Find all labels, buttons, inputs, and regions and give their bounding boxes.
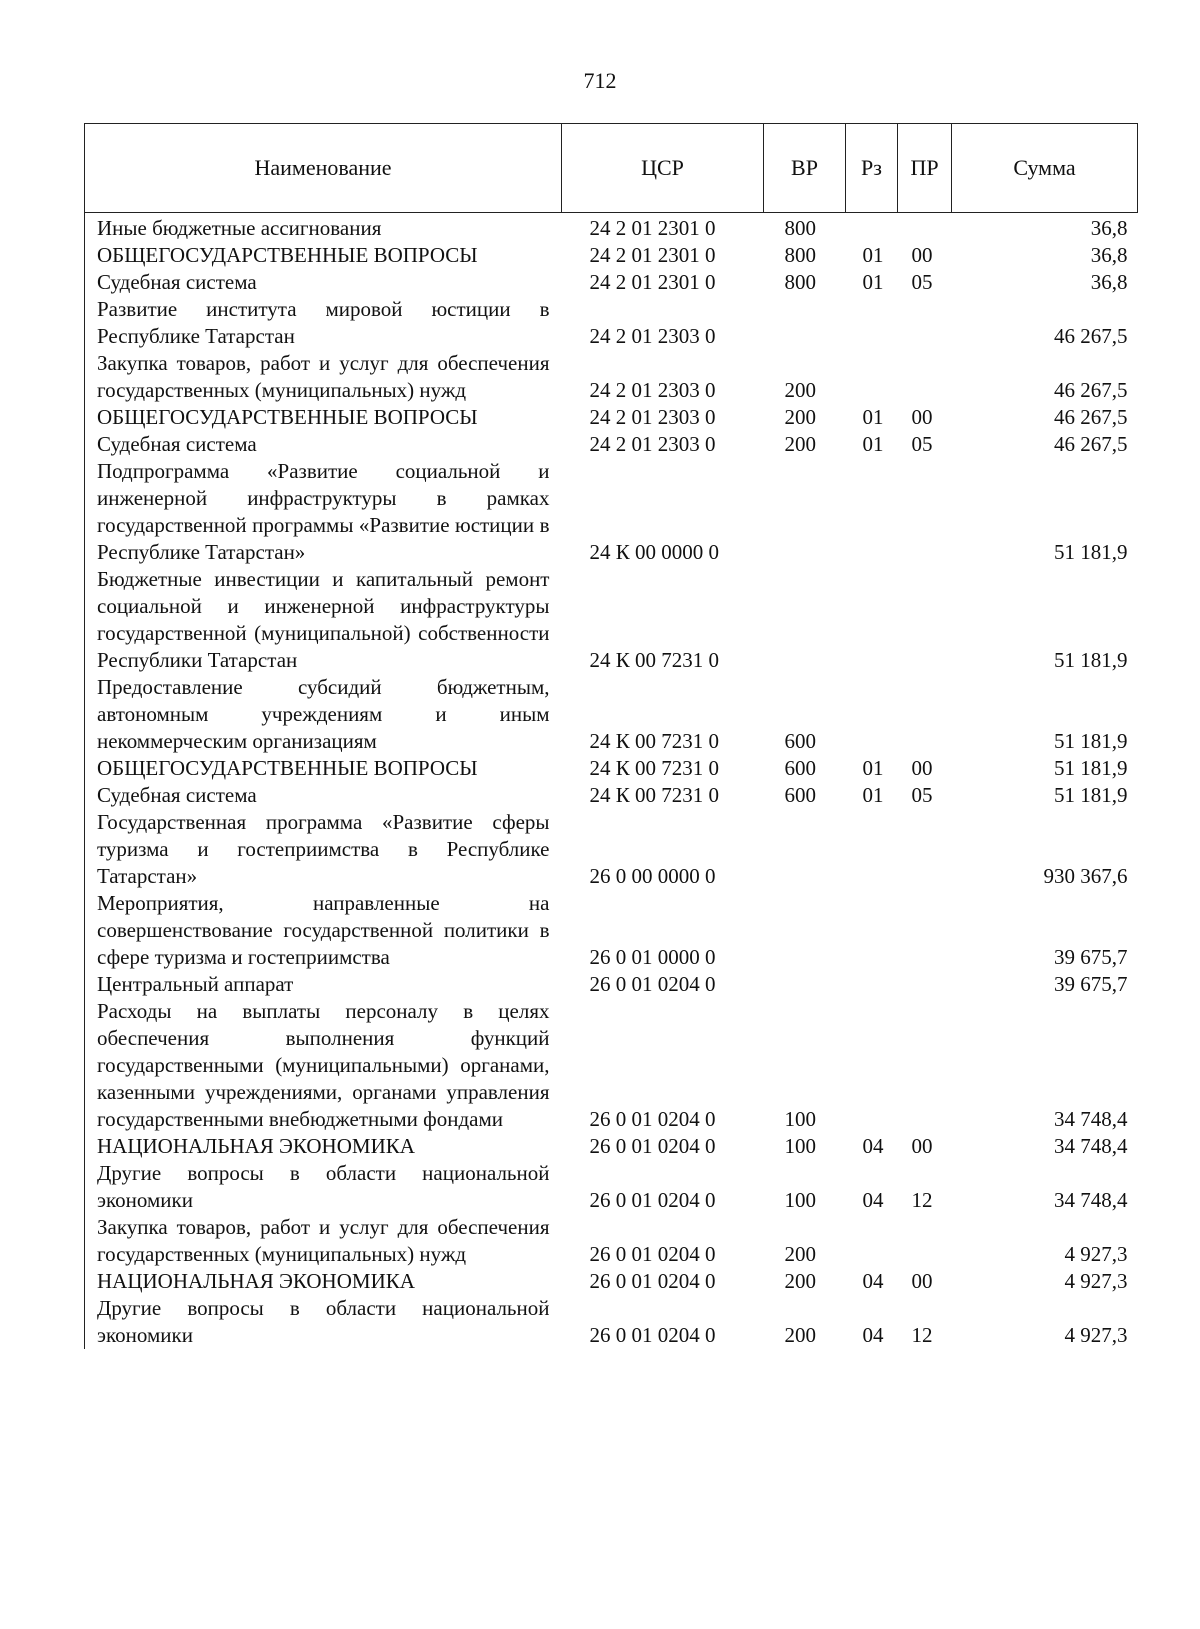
cell-sum: 39 675,7 [1054,972,1128,996]
cell-vr [764,566,846,674]
header-name: Наименование [85,124,562,213]
table-row [85,296,1138,350]
cell-csr: 24 2 01 2301 0 [589,270,716,294]
cell-vr: 800 [784,270,816,294]
cell-name: Судебная система [85,269,562,296]
cell-csr: 24 2 01 2303 0 [589,405,716,429]
cell-rz: 01 [862,432,884,456]
budget-table [84,123,1138,1349]
table-row [85,458,1138,566]
cell-csr: 26 0 01 0204 0 [589,1134,716,1158]
cell-sum: 46 267,5 [1054,405,1128,429]
cell-pr [898,809,952,890]
cell-sum: 39 675,7 [1054,945,1128,969]
cell-pr [898,296,952,350]
cell-rz [846,998,898,1133]
cell-vr: 200 [784,378,816,402]
table-row [85,1295,1138,1349]
cell-pr: 05 [911,783,933,807]
cell-name: Подпрограмма «Развитие социальной и инженерной инфраструктуры в рамках государственной программы «Развитие юстиции в Республике Татарстан» [85,458,562,566]
table-row [85,242,1138,269]
cell-sum: 34 748,4 [1054,1107,1128,1131]
cell-sum: 34 748,4 [1054,1188,1128,1212]
cell-pr: 00 [911,1269,933,1293]
cell-name: ОБЩЕГОСУДАРСТВЕННЫЕ ВОПРОСЫ [85,404,562,431]
cell-vr [764,890,846,971]
cell-vr: 200 [784,432,816,456]
cell-sum: 36,8 [1090,216,1128,240]
cell-sum: 930 367,6 [1043,864,1128,888]
cell-name: ОБЩЕГОСУДАРСТВЕННЫЕ ВОПРОСЫ [85,242,562,269]
cell-name: НАЦИОНАЛЬНАЯ ЭКОНОМИКА [85,1268,562,1295]
cell-name: Закупка товаров, работ и услуг для обеспечения государственных (муниципальных) нужд [85,350,562,404]
cell-vr: 100 [784,1107,816,1131]
table-row [85,1160,1138,1214]
cell-pr [898,1214,952,1268]
cell-vr [764,809,846,890]
cell-vr: 100 [784,1188,816,1212]
cell-pr [898,458,952,566]
cell-sum: 51 181,9 [1054,540,1128,564]
cell-vr: 600 [784,783,816,807]
cell-name: Закупка товаров, работ и услуг для обеспечения государственных (муниципальных) нужд [85,1214,562,1268]
cell-rz [846,566,898,674]
cell-rz [846,213,898,243]
cell-rz [846,350,898,404]
cell-vr: 200 [784,1323,816,1347]
cell-sum: 46 267,5 [1054,378,1128,402]
cell-vr: 200 [784,405,816,429]
cell-sum: 51 181,9 [1054,756,1128,780]
table-header-row [85,124,1138,213]
cell-csr: 24 2 01 2301 0 [589,243,716,267]
cell-csr: 24 К 00 7231 0 [589,783,720,807]
cell-vr: 600 [784,756,816,780]
cell-pr [898,890,952,971]
budget-table-container [84,123,1137,1349]
cell-name: Иные бюджетные ассигнования [85,213,562,243]
cell-sum: 51 181,9 [1054,648,1128,672]
table-row [85,782,1138,809]
cell-vr: 200 [784,1269,816,1293]
header-rz: Рз [846,124,898,213]
page-number: 712 [583,68,617,93]
cell-sum: 51 181,9 [1054,729,1128,753]
cell-vr: 100 [784,1134,816,1158]
cell-pr: 12 [911,1188,933,1212]
table-row [85,971,1138,998]
cell-name: Государственная программа «Развитие сферы туризма и гостеприимства в Республике Татарстан» [85,809,562,890]
table-row [85,404,1138,431]
cell-pr: 00 [911,756,933,780]
cell-name: Расходы на выплаты персоналу в целях обеспечения выполнения функций государственными (муниципальными) органами, казенными учреждениями, органами управления государственными внебюджетными фондами [85,998,562,1133]
cell-vr [764,971,846,998]
cell-csr: 26 0 01 0204 0 [589,1269,716,1293]
cell-sum: 4 927,3 [1064,1323,1128,1347]
cell-rz [846,890,898,971]
cell-csr: 24 К 00 0000 0 [589,540,720,564]
header-sum: Сумма [952,124,1138,213]
cell-csr: 24 2 01 2303 0 [589,432,716,456]
header-pr: ПР [898,124,952,213]
cell-pr [898,350,952,404]
cell-pr [898,998,952,1133]
cell-sum: 46 267,5 [1054,432,1128,456]
cell-vr: 600 [784,729,816,753]
cell-sum: 51 181,9 [1054,783,1128,807]
cell-vr [764,458,846,566]
table-row [85,755,1138,782]
cell-rz: 01 [862,405,884,429]
cell-sum: 4 927,3 [1064,1242,1128,1266]
cell-rz: 01 [862,243,884,267]
cell-pr: 00 [911,405,933,429]
cell-name: Другие вопросы в области национальной экономики [85,1295,562,1349]
cell-sum: 4 927,3 [1064,1269,1128,1293]
table-row [85,674,1138,755]
cell-vr: 200 [784,1242,816,1266]
table-row [85,1133,1138,1160]
cell-csr: 24 К 00 7231 0 [589,729,720,753]
cell-pr [898,213,952,243]
cell-csr: 26 0 01 0204 0 [589,1107,716,1131]
header-vr: ВР [764,124,846,213]
cell-rz: 01 [862,270,884,294]
cell-csr: 26 0 01 0204 0 [589,1188,716,1212]
table-row [85,1268,1138,1295]
cell-csr: 26 0 00 0000 0 [589,864,716,888]
cell-rz: 01 [862,756,884,780]
cell-sum: 46 267,5 [1054,324,1128,348]
table-row [85,566,1138,674]
cell-rz [846,809,898,890]
cell-pr [898,566,952,674]
cell-name: Развитие института мировой юстиции в Республике Татарстан [85,296,562,350]
cell-name: Центральный аппарат [85,971,562,998]
cell-rz [846,971,898,998]
cell-rz: 04 [862,1269,884,1293]
cell-rz [846,458,898,566]
cell-csr: 24 К 00 7231 0 [589,648,720,672]
cell-rz: 04 [862,1134,884,1158]
cell-name: ОБЩЕГОСУДАРСТВЕННЫЕ ВОПРОСЫ [85,755,562,782]
cell-pr [898,971,952,998]
table-row [85,1214,1138,1268]
table-body [85,213,1138,1350]
cell-rz: 04 [862,1188,884,1212]
cell-vr: 800 [784,243,816,267]
cell-name: Судебная система [85,431,562,458]
cell-pr: 00 [911,243,933,267]
cell-csr: 26 0 01 0000 0 [589,945,716,969]
cell-vr [764,296,846,350]
table-row [85,431,1138,458]
cell-vr: 800 [784,216,816,240]
cell-csr: 26 0 01 0204 0 [589,972,716,996]
cell-name: НАЦИОНАЛЬНАЯ ЭКОНОМИКА [85,1133,562,1160]
cell-rz: 04 [862,1323,884,1347]
cell-csr: 24 К 00 7231 0 [589,756,720,780]
table-row [85,269,1138,296]
table-row [85,350,1138,404]
cell-pr: 00 [911,1134,933,1158]
cell-sum: 36,8 [1090,270,1128,294]
cell-name: Другие вопросы в области национальной экономики [85,1160,562,1214]
cell-rz [846,674,898,755]
cell-csr: 24 2 01 2301 0 [589,216,716,240]
cell-csr: 24 2 01 2303 0 [589,378,716,402]
cell-name: Мероприятия, направленные на совершенствование государственной политики в сфере туризма и гостеприимства [85,890,562,971]
cell-name: Судебная система [85,782,562,809]
table-row [85,213,1138,243]
cell-pr [898,674,952,755]
cell-csr: 26 0 01 0204 0 [589,1242,716,1266]
cell-pr: 12 [911,1323,933,1347]
cell-pr: 05 [911,270,933,294]
cell-rz: 01 [862,783,884,807]
header-csr: ЦСР [562,124,764,213]
cell-name: Предоставление субсидий бюджетным, автономным учреждениям и иным некоммерческим организациям [85,674,562,755]
cell-sum: 34 748,4 [1054,1134,1128,1158]
cell-csr: 24 2 01 2303 0 [589,324,716,348]
cell-name: Бюджетные инвестиции и капитальный ремонт социальной и инженерной инфраструктуры государственной (муниципальной) собственности Республики Татарстан [85,566,562,674]
cell-csr: 26 0 01 0204 0 [589,1323,716,1347]
cell-rz [846,1214,898,1268]
table-row [85,809,1138,890]
table-row [85,890,1138,971]
table-row [85,998,1138,1133]
cell-sum: 36,8 [1090,243,1128,267]
cell-rz [846,296,898,350]
cell-pr: 05 [911,432,933,456]
